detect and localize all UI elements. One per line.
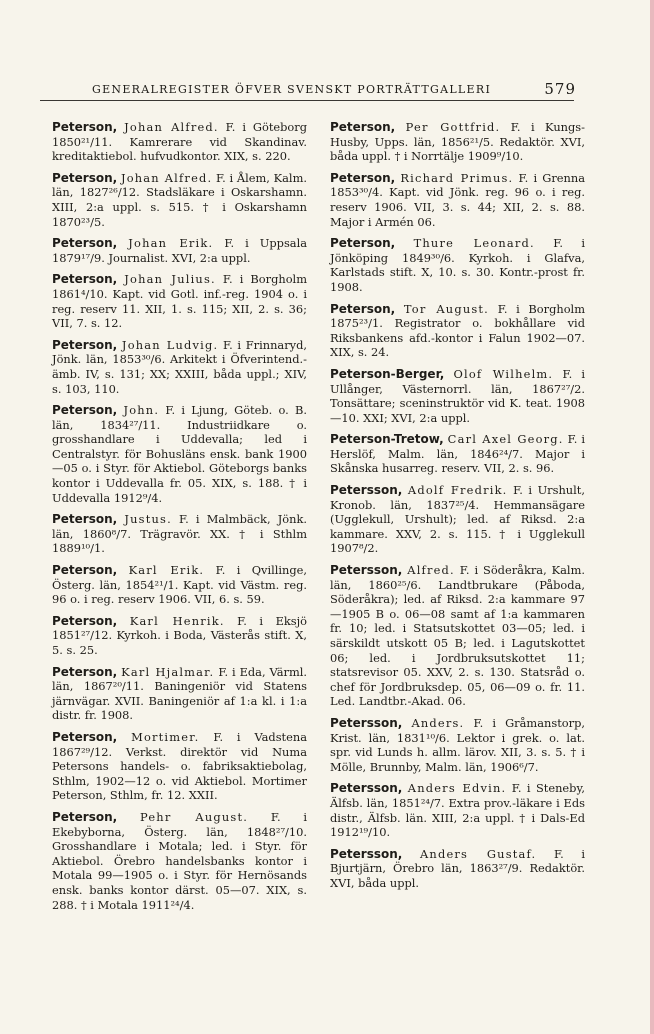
register-entry <box>52 512 307 556</box>
entry-surname: Peterson, <box>330 301 396 316</box>
entry-surname: Peterson, <box>52 120 118 134</box>
register-entry <box>52 614 307 658</box>
register-entry <box>52 665 307 723</box>
entry-surname: Peterson, <box>330 170 396 185</box>
entry-text: F. i Qvillinge, Österg. län, 1854²¹/1. Kapt. vid Västm. reg. 96 o. i reg. reserv 1906. VII, 6. s. 59. <box>52 563 308 607</box>
register-entry <box>52 403 307 505</box>
entry-surname: Peterson, <box>52 170 118 185</box>
entry-surname: Petersson, <box>330 781 403 796</box>
entry-text: F. i Malmbäck, Jönk. län, 1860⁸/7. Trägravör. XX. † i Sthlm 1889¹⁰/1. <box>52 512 307 556</box>
entry-surname: Peterson, <box>52 236 118 251</box>
entry-given-name: Mortimer. <box>131 729 200 744</box>
register-entry <box>52 730 307 803</box>
entry-given-name: Johan Julius. <box>124 272 216 287</box>
entry-text: F. i Frinnaryd, Jönk. län, 1853³⁰/6. Arkitekt i Öfverintend.-ämb. IV, s. 131; XX; XXIII, båda uppl.; XIV, s. 103, 110. <box>52 337 308 396</box>
entry-surname: Peterson, <box>52 337 118 352</box>
entry-text: F. i Ullånger, Västernorrl. län, 1867²⁷/2. Tonsättare; sceninstruktör vid K. teat. 1908—10. XXI; XVI, 2:a uppl. <box>330 366 586 425</box>
right-column <box>330 120 585 898</box>
entry-surname: Peterson, <box>52 563 118 578</box>
register-entry <box>330 432 585 476</box>
entry-text: F. i Göteborg 1850²¹/11. Kamrerare vid Skandinav. kreditaktiebol. hufvudkontor. XIX, s. 220. <box>52 120 308 164</box>
entry-text: F. i Borgholm 1861⁴/10. Kapt. vid Gotl. inf.-reg. 1904 o. i reg. reserv 11. XII, 1. s. 115; XII, 2. s. 36; VII, 7. s. 12. <box>52 272 307 331</box>
entry-text: F. i Uppsala 1879¹⁷/9. Journalist. XVI, 2:a uppl. <box>52 236 308 265</box>
register-entry <box>52 236 307 265</box>
register-entry <box>330 483 585 556</box>
entry-given-name: Johan Erik. <box>128 236 214 251</box>
entry-text: F. i Gråmanstorp, Krist. län, 1831¹⁰/6. Lektor i grek. o. lat. spr. vid Lunds h. allm. lärov. XII, 3. s. 5. † i Mölle, Brunnby, Malm. län, 1906⁶/7. <box>330 715 585 774</box>
register-entry <box>52 171 307 229</box>
entry-surname: Petersson, <box>330 483 403 498</box>
entry-text: F. i Ålem, Kalm. län, 1827²⁶/12. Stadsläkare i Oskarshamn. XIII, 2:a uppl. s. 515. † i Oskarshamn 1870²³/5. <box>52 170 307 229</box>
entry-given-name: Johan Alfred. <box>124 120 219 134</box>
left-column <box>52 120 307 919</box>
entry-text: F. i Eksjö 1851²⁷/12. Kyrkoh. i Boda, Västerås stift. X, 5. s. 25. <box>52 613 308 657</box>
entry-given-name: Anders. <box>411 715 465 730</box>
entry-given-name: Johan Alfred. <box>120 170 213 185</box>
entry-surname: Petersson, <box>330 715 403 730</box>
entry-surname: Peterson, <box>52 403 118 418</box>
entry-given-name: Johan Ludvig. <box>121 337 219 352</box>
register-entry <box>52 120 307 164</box>
entry-surname: Peterson, <box>52 272 118 287</box>
entry-surname: Peterson, <box>52 512 118 527</box>
entry-surname: Petersson, <box>330 563 403 578</box>
entry-given-name: Pehr August. <box>139 809 249 824</box>
entry-text: F. i Jönköping 1849³⁰/6. Kyrkoh. i Glafva, Karlstads stift. X, 10. s. 30. Kontr.-prost fr. 1908. <box>330 236 586 294</box>
entry-surname: Peterson, <box>52 729 118 744</box>
register-entry <box>330 781 585 839</box>
entry-given-name: Alfred. <box>407 563 455 578</box>
entry-text: F. i Herslöf, Malm. län, 1846²⁴/7. Major i Skånska husarreg. reserv. VII, 2. s. 96. <box>330 432 585 476</box>
entry-given-name: Adolf Fredrik. <box>407 483 508 498</box>
register-entry <box>52 272 307 330</box>
entry-surname: Peterson, <box>52 664 118 679</box>
register-entry <box>52 810 307 912</box>
entry-text: F. i Borgholm 1875²³/1. Registrator o. bokhållare vid Riksbankens afd.-kontor i Falun 1902—07. XIX, s. 24. <box>330 301 586 360</box>
register-entry <box>330 120 585 164</box>
entry-given-name: Karl Erik. <box>128 563 205 578</box>
entry-given-name: Anders Gustaf. <box>419 846 537 861</box>
entry-given-name: Anders Edvin. <box>407 781 507 796</box>
entry-text: F. i Bjurtjärn, Örebro län, 1863²⁷/9. Redaktör. XVI, båda uppl. <box>330 846 586 890</box>
register-entry <box>330 171 585 229</box>
entry-given-name: Carl Axel Georg. <box>447 432 564 447</box>
entry-text: F. i Grenna 1853³⁰/4. Kapt. vid Jönk. reg. 96 o. i reg. reserv 1906. VII, 3. s. 44; XII, 2. s. 88. Major i Armén 06. <box>330 170 586 229</box>
register-entry <box>330 367 585 425</box>
entry-text: F. i Vadstena 1867²⁹/12. Verkst. direktör vid Numa Petersons handels- o. fabriksaktiebolag, Sthlm, 1902—12 o. vid Aktiebol. Mortimer Peterson, Sthlm, fr. 12. XXII. <box>52 729 307 803</box>
page-number: 579 <box>544 80 576 98</box>
entry-text: F. i Steneby, Älfsb. län, 1851²⁴/7. Extra prov.-läkare i Eds distr., Älfsb. län. XIII, 2:a uppl. † i Dals-Ed 1912¹⁹/10. <box>330 781 586 840</box>
register-entry <box>330 236 585 294</box>
entry-surname: Peterson, <box>52 809 118 824</box>
register-entry <box>330 716 585 774</box>
entry-text: F. i Ekebyborna, Österg. län, 1848²⁷/10. Grosshandlare i Motala; led. i Styr. för Aktiebol. Örebro handelsbanks kontor i Motala 99—1905 o. i Styr. för Hernösands ensk. banks kontor därst. 05—07. XIX, s. 288. † i Motala 1911²⁴/4. <box>52 809 307 912</box>
entry-surname: Peterson-Tretow, <box>330 432 444 447</box>
entry-text: F. i Kungs-Husby, Upps. län, 1856²¹/5. Redaktör. XVI, båda uppl. † i Norrtälje 1909⁹/10. <box>330 120 585 164</box>
entry-text: F. i Urshult, Kronob. län, 1837²⁵/4. Hemmansägare (Ugglekull, Urshult); led. af Riksd. 2:a kammare. XXV, 2. s. 115. † i Ugglekull 1907⁸/2. <box>330 483 585 556</box>
entry-given-name: John. <box>123 403 160 418</box>
entry-text: F. i Söderåkra, Kalm. län, 1860²⁵/6. Landtbrukare (Påboda, Söderåkra); led. af Riksd. 2:a kammare 97—1905 B o. 06—08 samt af 1:a kammaren fr. 10; led. i Statsutskottet 03—05; led. i särskildt utskott 05 B; led. i Lagutskottet 06; led. i Jordbruksutskottet 11; statsrevisor 05. XXV, 2. s. 130. Statsråd o. chef för Jordbruksdep. 05, 06—09 o. fr. 11. Led. Landtbr.-Akad. 06. <box>330 563 585 709</box>
entry-given-name: Per Gottfrid. <box>405 120 501 134</box>
entry-given-name: Richard Primus. <box>400 170 514 185</box>
entry-given-name: Tor August. <box>403 301 490 316</box>
entry-surname: Peterson, <box>330 236 396 251</box>
entry-surname: Peterson-Berger, <box>330 366 445 381</box>
register-entry <box>52 338 307 396</box>
header-title: GENERALREGISTER ÖFVER SVENSKT PORTRÄTTGALLERI <box>92 83 492 96</box>
register-entry <box>330 847 585 891</box>
entry-given-name: Karl Henrik. <box>129 613 225 628</box>
entry-surname: Petersson, <box>330 846 403 861</box>
header-rule <box>40 100 574 101</box>
entry-given-name: Olof Wilhelm. <box>453 366 554 381</box>
register-entry <box>52 563 307 607</box>
entry-given-name: Karl Hjalmar. <box>121 664 215 679</box>
entry-surname: Peterson, <box>330 120 396 134</box>
register-entry <box>330 563 585 709</box>
running-header <box>40 80 582 102</box>
entry-text: F. i Ljung, Göteb. o. B. län, 1834²⁷/11. Industriidkare o. grosshandlare i Uddevalla; led i Centralstyr. för Bohusläns ensk. bank 1900—05 o. i Styr. för Aktiebol. Göteborgs banks kontor i Uddevalla fr. 05. XIX, s. 188. † i Uddevalla 1912⁹/4. <box>52 403 307 505</box>
register-entry <box>330 302 585 360</box>
entry-surname: Peterson, <box>52 613 118 628</box>
page-edge <box>650 0 654 1034</box>
entry-given-name: Thure Leonard. <box>413 236 535 251</box>
entry-given-name: Justus. <box>124 512 172 527</box>
entry-text: F. i Eda, Värml. län, 1867²⁰/11. Baningeniör vid Statens järnvägar. XVII. Baningeniör af 1:a kl. i 1:a distr. fr. 1908. <box>52 664 308 723</box>
